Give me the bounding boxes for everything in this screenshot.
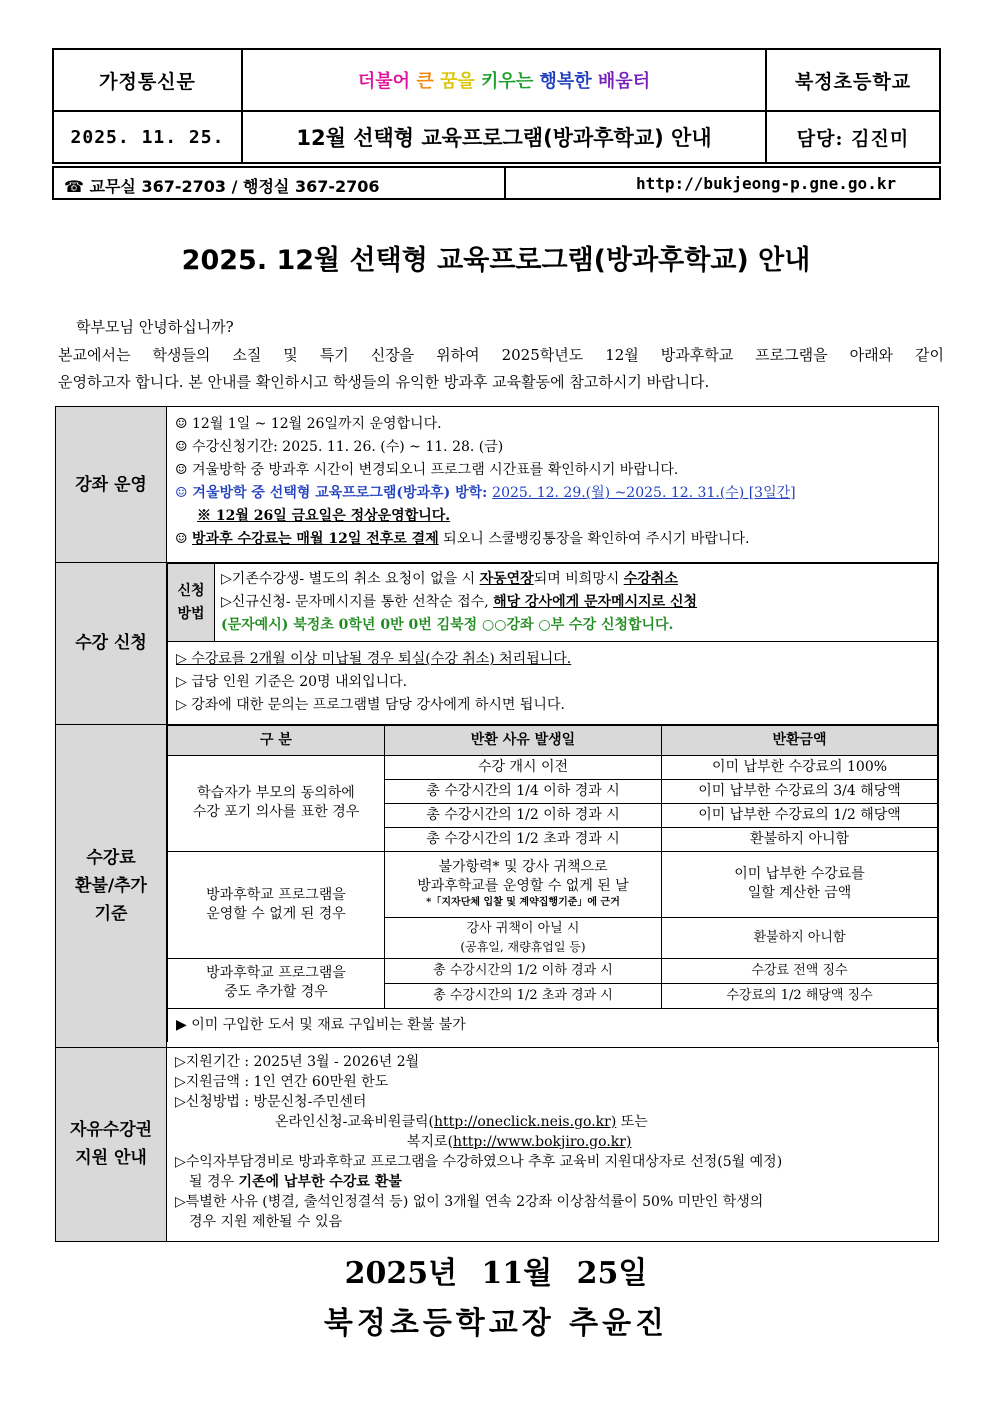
section-label-operation: 강좌 운영: [56, 407, 167, 563]
section-label-refund: 수강료 환불/추가 기준: [56, 724, 167, 1047]
header-title: 12월 선택형 교육프로그램(방과후학교) 안내: [242, 111, 766, 163]
motto-part: 더불어: [357, 71, 417, 92]
table-cell: 총 수강시간의 1/2 초과 경과 시: [385, 983, 662, 1008]
section-label-free: 자유수강권 지원 안내: [56, 1047, 167, 1241]
free-line: 복지로(http://www.bokjiro.go.kr): [407, 1133, 632, 1150]
refund-content: [167, 724, 939, 1047]
apply-note: ▷ 급당 인원 기준은 20명 내외입니다.: [176, 674, 408, 691]
operation-line: ☺ 12월 1일 ~ 12월 26일까지 운영합니다.: [175, 416, 442, 432]
method-example: (문자예시) 북정초 0학년 0반 0번 김북정 ○○강좌 ○부 수강 신청합니다.: [221, 617, 674, 633]
operation-line: ☺ 수강신청기간: 2025. 11. 26. (수) ~ 11. 28. (금): [175, 439, 504, 455]
apply-content: [167, 563, 939, 725]
table-cell: 환불하지 아니함: [662, 827, 938, 851]
motto-part: 배움터: [597, 71, 651, 92]
intro-greeting: 학부모님 안녕하십니까?: [76, 318, 234, 336]
newsletter-type: 가정통신문: [53, 49, 242, 111]
motto-part: 행복한: [539, 71, 598, 92]
school-url[interactable]: http://bukjeong-p.gne.go.kr: [636, 174, 897, 193]
refund-header: 구 분: [168, 725, 385, 755]
issue-date: 2025. 11. 25.: [53, 111, 242, 163]
table-cell: 총 수강시간의 1/2 이하 경과 시: [385, 958, 662, 983]
operation-line: ☺ 겨울방학 중 방과후 시간이 변경되오니 프로그램 시간표를 확인하시기 바랍니다.: [175, 462, 679, 478]
operation-line: ☺ 겨울방학 중 선택형 교육프로그램(방과후) 방학: 2025. 12. 29.(월) ~2025. 12. 31.(수) [3일간]: [175, 485, 796, 501]
free-line: ▷특별한 사유 (병결, 출석인정결석 등) 없이 3개월 연속 2강좌 이상참석률이 50% 미만인 학생의: [175, 1193, 764, 1210]
intro-line: 운영하고자 합니다. 본 안내를 확인하시고 학생들의 유익한 방과후 교육활동에 참고하시기 바랍니다.: [58, 373, 710, 391]
intro-line: 본교에서는 학생들의 소질 및 특기 신장을 위하여 2025학년도 12월 방과후학교 프로그램을 아래와 같이: [58, 346, 944, 364]
table-cell: 이미 납부한 수강료를 일할 계산한 금액: [662, 851, 938, 917]
info-table: [55, 406, 939, 1242]
school-motto: [242, 49, 766, 111]
contact-bar: [52, 166, 941, 200]
free-line: ▷신청방법 : 방문신청-주민센터: [175, 1093, 367, 1110]
refund-group: 학습자가 부모의 동의하에 수강 포기 의사를 표한 경우: [168, 755, 385, 851]
method-label: 신청 방법: [168, 564, 215, 642]
free-line: 될 경우 기존에 납부한 수강료 환불: [189, 1173, 402, 1190]
table-cell: 총 수강시간의 1/2 이하 경과 시: [385, 803, 662, 827]
section-label-apply: 수강 신청: [56, 563, 167, 725]
contact-phone: ☎ 교무실 367-2703 / 행정실 367-2706: [64, 177, 380, 196]
method-line: ▷기존수강생- 별도의 취소 요청이 없을 시 자동연장되며 비희망시 수강취소: [221, 571, 678, 587]
apply-note: ▷ 강좌에 대한 문의는 프로그램별 담당 강사에게 하시면 됩니다.: [176, 697, 565, 714]
table-cell: 총 수강시간의 1/4 이하 경과 시: [385, 779, 662, 803]
motto-part: 꿈을: [440, 71, 482, 92]
table-cell: 수강료 전액 징수: [662, 958, 938, 983]
refund-note: ▶ 이미 구입한 도서 및 재료 구입비는 환불 불가: [168, 1008, 938, 1042]
operation-line: ☺ 방과후 수강료는 매월 12일 전후로 결제 되오니 스쿨뱅킹통장을 확인하여 주시기 바랍니다.: [175, 531, 750, 547]
apply-note: ▷ 수강료를 2개월 이상 미납될 경우 퇴실(수강 취소) 처리됩니다.: [176, 651, 572, 668]
table-cell: 이미 납부한 수강료의 3/4 해당액: [662, 779, 938, 803]
manager: 담당: 김진미: [766, 111, 940, 163]
operation-line: ※ 12월 26일 금요일은 정상운영합니다.: [197, 508, 451, 524]
table-cell: 환불하지 아니함: [662, 917, 938, 958]
free-line: 경우 지원 제한될 수 있음: [189, 1213, 343, 1230]
refund-header: 반환금액: [662, 725, 938, 755]
footer-date: 2025년 11월 25일: [344, 1256, 648, 1291]
table-cell: 수강 개시 이전: [385, 755, 662, 779]
operation-content: [167, 407, 939, 563]
free-line: ▷지원기간 : 2025년 3월 - 2026년 2월: [175, 1053, 420, 1070]
table-cell: 불가항력* 및 강사 귀책으로 방과후학교를 운영할 수 없게 된 날 *「지자단체 입찰 및 계약집행기준」에 근거: [385, 851, 662, 917]
phone-icon: ☎: [64, 177, 84, 196]
refund-header: 반환 사유 발생일: [385, 725, 662, 755]
footer-signature: 북정초등학교장 추윤진: [323, 1306, 669, 1341]
school-name: 북정초등학교: [766, 49, 940, 111]
table-cell: 총 수강시간의 1/2 초과 경과 시: [385, 827, 662, 851]
method-line: ▷신규신청- 문자메시지를 통한 선착순 접수, 해당 강사에게 문자메시지로 신청: [221, 594, 698, 610]
refund-group: 방과후학교 프로그램을 운영할 수 없게 된 경우: [168, 851, 385, 958]
page-title: 2025. 12월 선택형 교육프로그램(방과후학교) 안내: [181, 245, 811, 276]
table-cell: 이미 납부한 수강료의 100%: [662, 755, 938, 779]
free-line: 온라인신청-교육비원클릭(http://oneclick.neis.go.kr) 또는: [275, 1113, 648, 1130]
table-cell: 수강료의 1/2 해당액 징수: [662, 983, 938, 1008]
free-content: [167, 1047, 939, 1241]
motto-part: 큰: [416, 71, 440, 92]
free-line: ▷수익자부담경비로 방과후학교 프로그램을 수강하였으나 추후 교육비 지원대상자로 선정(5월 예정): [175, 1153, 783, 1170]
free-line: ▷지원금액 : 1인 연간 60만원 한도: [175, 1073, 389, 1090]
table-cell: 이미 납부한 수강료의 1/2 해당액: [662, 803, 938, 827]
table-cell: 강사 귀책이 아닐 시 (공휴일, 재량휴업일 등): [385, 917, 662, 958]
bokjiro-link[interactable]: http://www.bokjiro.go.kr): [453, 1133, 632, 1150]
refund-group: 방과후학교 프로그램을 중도 추가할 경우: [168, 958, 385, 1008]
motto-part: 키우는: [481, 71, 540, 92]
newsletter-header: [52, 48, 941, 164]
oneclick-link[interactable]: http://oneclick.neis.go.kr): [433, 1113, 617, 1130]
refund-table: [167, 725, 938, 1043]
